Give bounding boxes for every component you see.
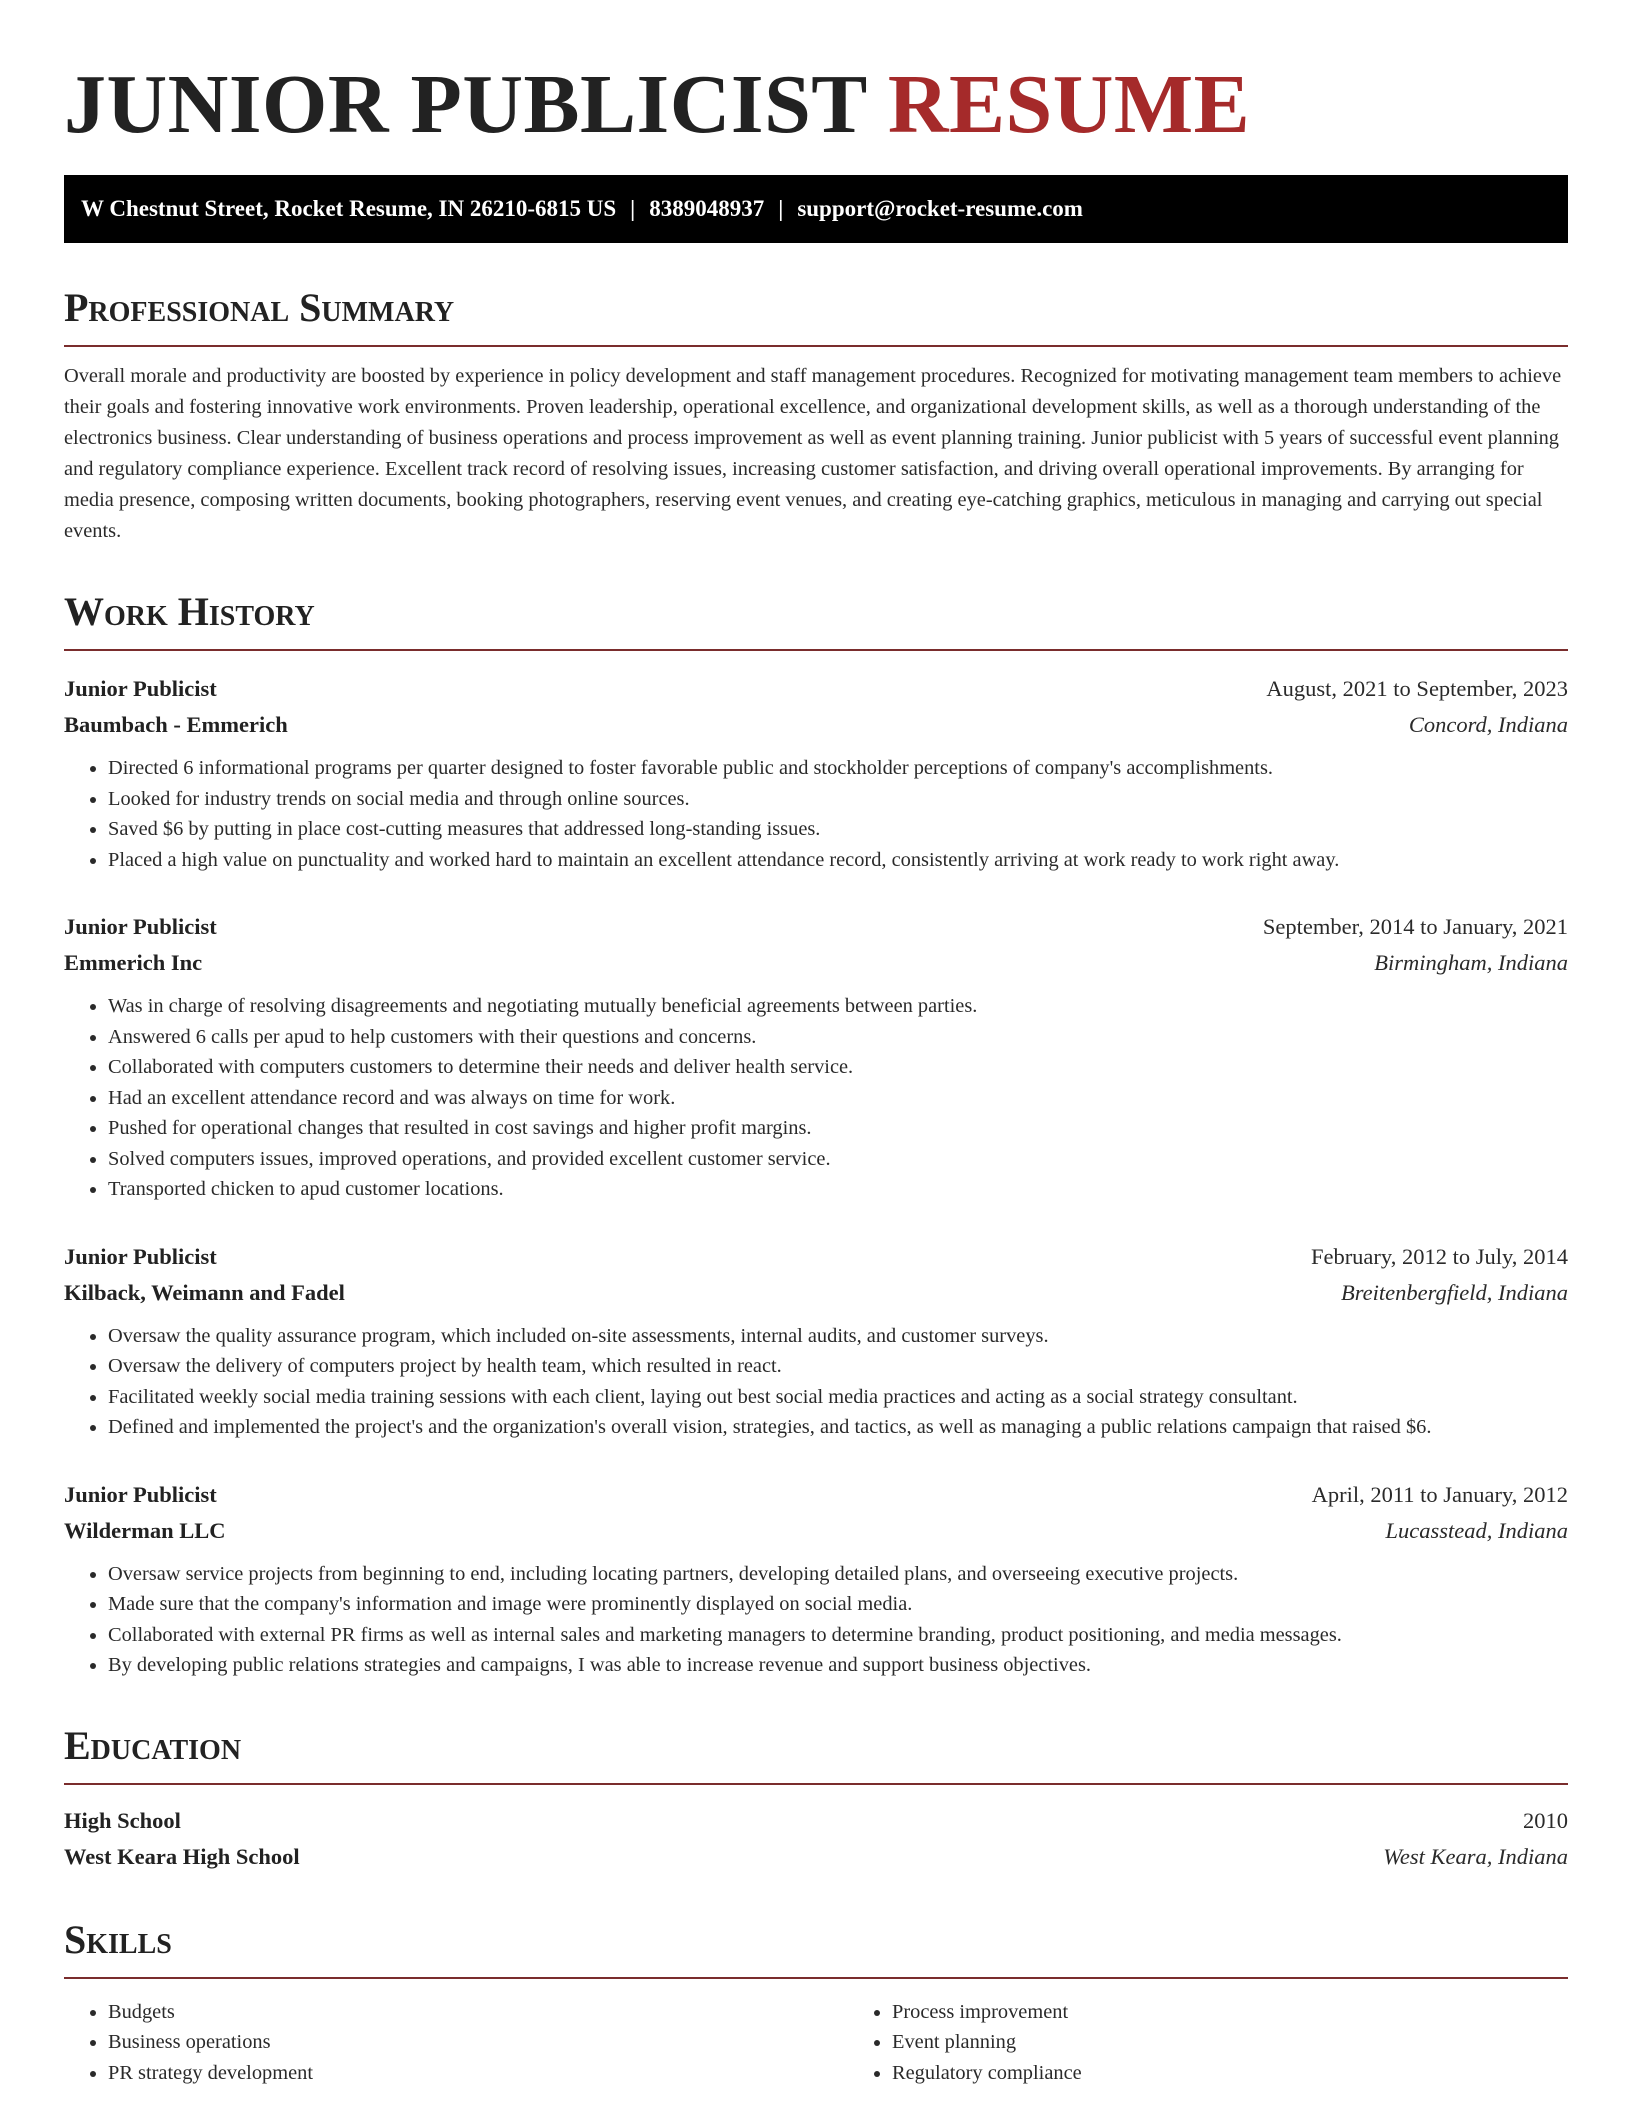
- job-location: Lucasstead, Indiana: [1385, 1517, 1568, 1543]
- job-title: Junior Publicist: [64, 914, 217, 939]
- skill-item: • Event planning: [892, 2027, 1632, 2058]
- job-dates: August, 2021 to September, 2023: [1266, 676, 1568, 701]
- job-bullets: [64, 753, 1568, 875]
- job-bullet: • Collaborated with external PR firms as well as internal sales and marketing managers to determine branding, product positioning, and media messages.: [108, 1620, 1568, 1651]
- job-bullet: • Had an excellent attendance record and was always on time for work.: [108, 1083, 1568, 1114]
- job-bullets: [64, 1559, 1568, 1681]
- job-bullet: • Oversaw service projects from beginning to end, including locating partners, developing detailed plans, and overseeing executive projects.: [108, 1559, 1568, 1590]
- job-bullet: • By developing public relations strategies and campaigns, I was able to increase revenue and support business objectives.: [108, 1650, 1568, 1681]
- job-company: Kilback, Weimann and Fadel: [64, 1279, 345, 1305]
- work-history-heading: Work History: [64, 589, 1568, 651]
- job-bullet: • Facilitated weekly social media training sessions with each client, laying out best social media practices and acting as a social strategy consultant.: [108, 1382, 1568, 1413]
- job-title: Junior Publicist: [64, 1243, 217, 1269]
- education-location: West Keara, Indiana: [1383, 1843, 1568, 1869]
- summary-heading: Professional Summary: [64, 285, 1568, 347]
- education-year: 2010: [1523, 1807, 1568, 1833]
- education-entry: [64, 1803, 1568, 1875]
- job-bullet: • Oversaw the delivery of computers project by health team, which resulted in react.: [108, 1351, 1568, 1382]
- work-history-section: [64, 589, 1568, 1681]
- title-accent: RESUME: [887, 58, 1251, 151]
- education-school: West Keara High School: [64, 1843, 300, 1869]
- title-main: JUNIOR PUBLICIST: [64, 58, 867, 151]
- skill-item: • Business operations: [108, 2027, 848, 2058]
- job-dates: April, 2011 to January, 2012: [1311, 1481, 1568, 1507]
- job-bullet: • Pushed for operational changes that resulted in cost savings and higher profit margins.: [108, 1113, 1568, 1144]
- job-entry: [64, 1477, 1568, 1681]
- job-dates: February, 2012 to July, 2014: [1310, 1243, 1568, 1269]
- resume-title: [64, 0, 1568, 155]
- skill-item: • Budgets: [108, 1997, 848, 2028]
- job-bullet: • Made sure that the company's information and image were prominently displayed on social media.: [108, 1589, 1568, 1620]
- education-heading: Education: [64, 1723, 1568, 1785]
- contact-address: W Chestnut Street, Rocket Resume, IN 26210-6815 US: [81, 196, 617, 221]
- job-bullet: • Placed a high value on punctuality and worked hard to maintain an excellent attendance record, consistently arriving at work ready to work right away.: [108, 845, 1568, 876]
- summary-section: [64, 285, 1568, 547]
- contact-bar: [64, 175, 1568, 243]
- skill-item: • Process improvement: [892, 1997, 1632, 2028]
- job-title: Junior Publicist: [64, 1481, 217, 1507]
- skill-item: • PR strategy development: [108, 2058, 848, 2089]
- job-bullet: • Solved computers issues, improved operations, and provided excellent customer service.: [108, 1144, 1568, 1175]
- job-bullet: • Defined and implemented the project's and the organization's overall vision, strategies, and tactics, as well as managing a public relations campaign that raised $6.: [108, 1412, 1568, 1443]
- job-bullet: • Looked for industry trends on social media and through online sources.: [108, 784, 1568, 815]
- job-bullet: • Transported chicken to apud customer locations.: [108, 1174, 1568, 1205]
- summary-text: Overall morale and productivity are boosted by experience in policy development and staff management procedures. Recognized for motivating management team members to achieve their goals and fostering innovative work environments. Proven leadership, operational excellence, and organizational development skills, as well as a thorough understanding of the electronics business. Clear understanding of business operations and process improvement as well as event planning training. Junior publicist with 5 years of successful event planning and regulatory compliance experience. Excellent track record of resolving issues, increasing customer satisfaction, and driving overall operational improvements. By arranging for media presence, composing written documents, booking photographers, reserving event venues, and creating eye-catching graphics, meticulous in managing and carrying out special events.: [64, 365, 1562, 542]
- job-entry: [64, 909, 1568, 1205]
- job-bullet: • Directed 6 informational programs per quarter designed to foster favorable public and stockholder perceptions of company's accomplishments.: [108, 753, 1568, 784]
- job-bullet: • Collaborated with computers customers to determine their needs and deliver health service.: [108, 1052, 1568, 1083]
- job-location: Breitenbergfield, Indiana: [1340, 1279, 1568, 1305]
- contact-separator: |: [778, 196, 784, 221]
- education-degree: High School: [64, 1807, 181, 1833]
- skills-column-left: [64, 1997, 848, 2089]
- job-entry: [64, 1239, 1568, 1443]
- skills-section: [64, 1917, 1568, 2089]
- job-company: Baumbach - Emmerich: [64, 712, 288, 737]
- job-bullets: [64, 1321, 1568, 1443]
- contact-separator: |: [630, 196, 636, 221]
- job-bullet: • Oversaw the quality assurance program, which included on-site assessments, internal audits, and customer surveys.: [108, 1321, 1568, 1352]
- job-entry: [64, 671, 1568, 875]
- job-bullet: • Was in charge of resolving disagreements and negotiating mutually beneficial agreements between parties.: [108, 991, 1568, 1022]
- job-bullet: • Answered 6 calls per apud to help customers with their questions and concerns.: [108, 1022, 1568, 1053]
- job-bullets: [64, 991, 1568, 1205]
- skills-heading: Skills: [64, 1917, 1568, 1979]
- job-title: Junior Publicist: [64, 676, 217, 701]
- job-bullet: • Saved $6 by putting in place cost-cutting measures that addressed long-standing issues.: [108, 814, 1568, 845]
- contact-phone: 8389048937: [649, 196, 765, 221]
- job-location: Concord, Indiana: [1408, 712, 1568, 737]
- job-dates: September, 2014 to January, 2021: [1262, 914, 1568, 939]
- job-company: Emmerich Inc: [64, 950, 203, 975]
- skill-item: • Regulatory compliance: [892, 2058, 1632, 2089]
- job-company: Wilderman LLC: [64, 1517, 226, 1543]
- skills-column-right: [848, 1997, 1632, 2089]
- job-location: Birmingham, Indiana: [1374, 950, 1568, 975]
- contact-email: support@rocket-resume.com: [797, 196, 1083, 221]
- education-section: [64, 1723, 1568, 1875]
- skills-list: [64, 1997, 1568, 2089]
